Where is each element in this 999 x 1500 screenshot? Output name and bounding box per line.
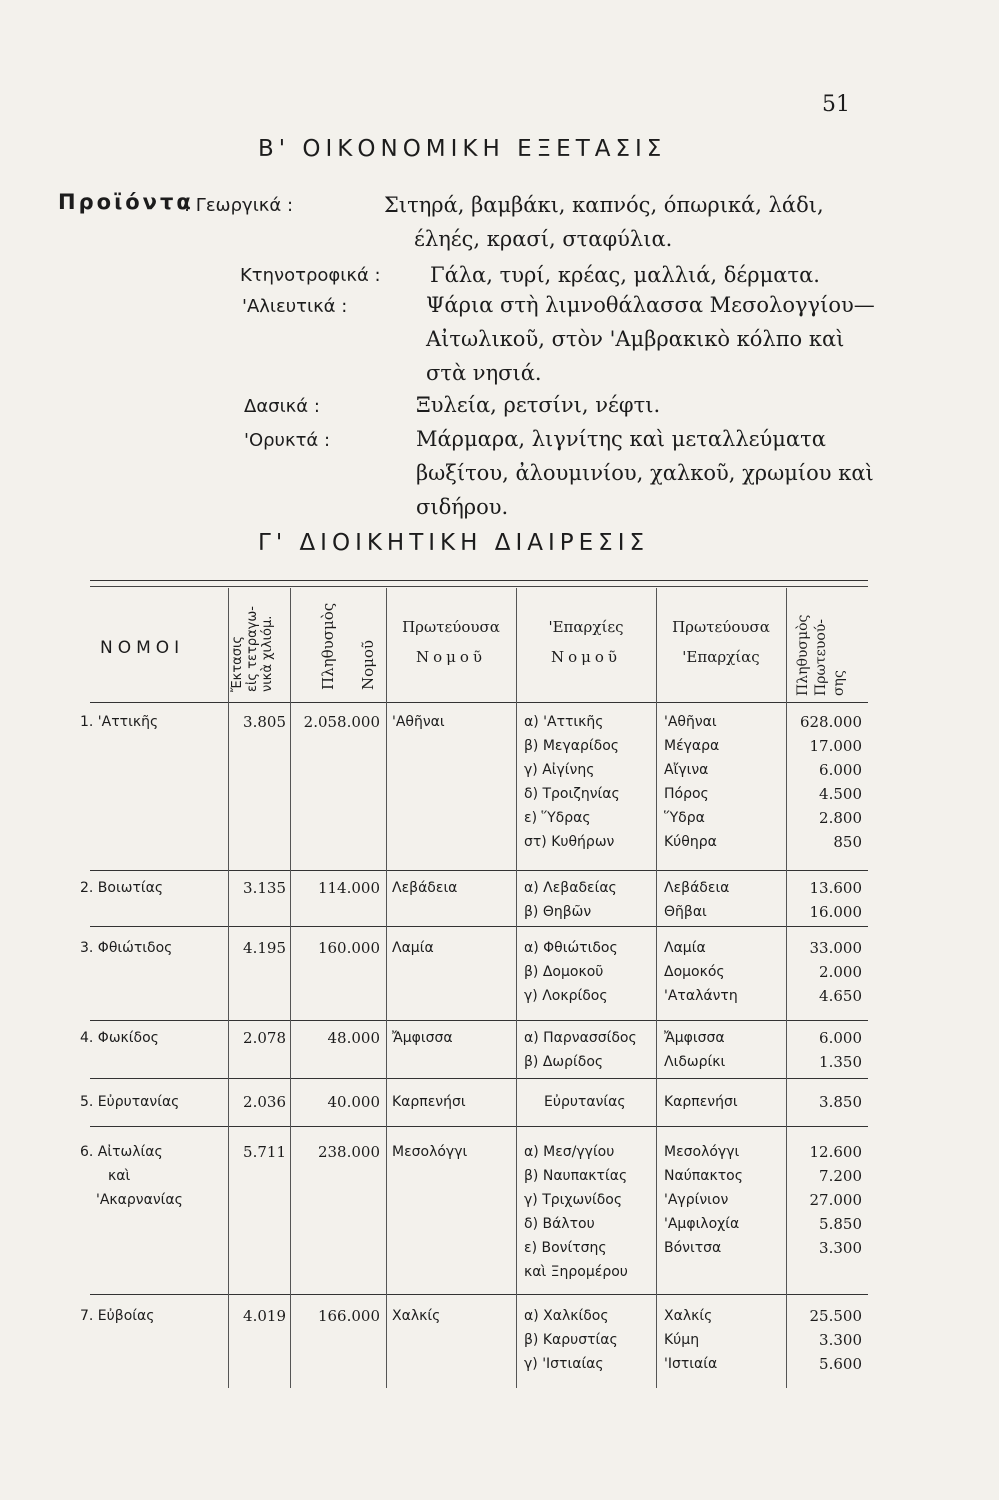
- eparchy-capital: 'Αγρίνιον: [664, 1192, 729, 1208]
- cell-capital: Ἄμφισσα: [392, 1030, 453, 1046]
- nomos-line: καὶ: [108, 1168, 131, 1184]
- product-line: Μάρμαρα, λιγνίτης καὶ μεταλλεύματα: [416, 427, 826, 451]
- eparchy-capital: 'Ιστιαία: [664, 1356, 718, 1372]
- cell-capital: Μεσολόγγι: [392, 1144, 468, 1160]
- eparchy-capital: 'Αθῆναι: [664, 714, 717, 730]
- capital-pop: 6.000: [819, 1029, 862, 1047]
- cell-eparchies: [524, 876, 617, 924]
- eparchy-capital: Χαλκίς: [664, 1308, 713, 1324]
- cell-population: 160.000: [317, 939, 380, 957]
- header-line: Ἔκτασις: [230, 635, 245, 692]
- cell-area: 3.805: [243, 713, 286, 731]
- product-text-orykta: [416, 422, 874, 524]
- cell-eparchies: [524, 710, 620, 854]
- cell-eparchy-capitals: [664, 710, 719, 854]
- cell-capital-pops: 3.850: [819, 1093, 862, 1111]
- header-line: Πληθυσμὸς: [319, 602, 337, 690]
- cell-population: 2.058.000: [303, 713, 380, 731]
- cell-nomos: 5. Εὐρυτανίας: [80, 1094, 180, 1110]
- capital-pop: 2.000: [819, 963, 862, 981]
- table-col-rule: [786, 588, 787, 1388]
- capital-pop: 16.000: [809, 903, 862, 921]
- capital-pop: 27.000: [809, 1191, 862, 1209]
- administrative-table: [80, 580, 868, 1400]
- product-label-dasika: Δασικά :: [244, 396, 320, 417]
- cell-capital-pops: [790, 876, 862, 924]
- capital-pop: 628.000: [799, 713, 862, 731]
- eparchy-capital: Βόνιτσα: [664, 1240, 722, 1256]
- product-line: έληές, κρασί, σταφύλια.: [414, 227, 673, 251]
- cell-eparchy-capitals: [664, 1140, 743, 1260]
- header-area: [230, 606, 275, 692]
- page-number: 51: [822, 92, 850, 117]
- table-rule: [90, 870, 868, 871]
- header-capital-population: [794, 615, 848, 696]
- capital-pop: 1.350: [819, 1053, 862, 1071]
- capital-pop: 17.000: [809, 737, 862, 755]
- header-line: νικὰ χιλιόμ.: [260, 615, 275, 692]
- cell-eparchies: [524, 1026, 637, 1074]
- capital-pop: 4.500: [819, 785, 862, 803]
- capital-pop: 850: [833, 833, 862, 851]
- product-line: Γάλα, τυρί, κρέας, μαλλιά, δέρματα.: [430, 263, 820, 287]
- eparchy-capital: Ναύπακτος: [664, 1168, 743, 1184]
- table-col-rule: [656, 588, 657, 1388]
- table-rule: [90, 1020, 868, 1021]
- table-col-rule: [228, 588, 229, 1388]
- nomos-line: 'Ακαρνανίας: [96, 1192, 183, 1208]
- capital-pop: 3.300: [819, 1239, 862, 1257]
- capital-pop: 3.300: [819, 1331, 862, 1349]
- cell-area: 2.078: [243, 1029, 286, 1047]
- product-line: Αἰτωλικοῦ, στὸν 'Αμβρακικὸ κόλπο καὶ: [426, 327, 845, 351]
- cell-eparchy-capitals: Καρπενήσι: [664, 1094, 738, 1110]
- capital-pop: 4.650: [819, 987, 862, 1005]
- eparchy: β) Δομοκοῦ: [524, 964, 604, 980]
- eparchy-capital: Αἴγινα: [664, 762, 709, 778]
- cell-nomos: 1. 'Αττικῆς: [80, 714, 159, 730]
- table-rule: [90, 1126, 868, 1127]
- product-text-alieftika: [426, 288, 875, 390]
- cell-capital: Λαμία: [392, 940, 434, 956]
- cell-eparchies: Εὐρυτανίας: [544, 1094, 626, 1110]
- header-line: σης: [831, 670, 847, 696]
- eparchy: γ) Τριχωνίδος: [524, 1192, 623, 1208]
- eparchy-capital: Πόρος: [664, 786, 709, 802]
- header-line: Πρωτευού-: [813, 618, 829, 696]
- eparchy: α) Χαλκίδος: [524, 1308, 609, 1324]
- cell-population: 238.000: [317, 1143, 380, 1161]
- cell-capital-pops: [790, 1140, 862, 1260]
- header-line: Νομοῦ: [415, 648, 487, 666]
- product-label-oryktá: 'Ορυκτά :: [244, 430, 331, 451]
- eparchy: στ) Κυθήρων: [524, 834, 615, 850]
- product-line: Σιτηρά, βαμβάκι, καπνός, όπωρικά, λάδι,: [384, 193, 824, 217]
- header-population: [308, 603, 388, 690]
- eparchy-capital: 'Αταλάντη: [664, 988, 738, 1004]
- header-line: Πρωτεύουσα: [672, 618, 770, 636]
- eparchy-capital: Δομοκός: [664, 964, 725, 980]
- eparchy: δ) Τροιζηνίας: [524, 786, 620, 802]
- eparchy-capital: Ἄμφισσα: [664, 1030, 725, 1046]
- cell-eparchy-capitals: [664, 1026, 725, 1074]
- header-line: 'Επαρχίες: [548, 618, 624, 636]
- cell-eparchy-capitals: [664, 936, 738, 1008]
- capital-pop: 13.600: [809, 879, 862, 897]
- table-rule: [90, 580, 868, 581]
- cell-area: 3.135: [243, 879, 286, 897]
- eparchy: β) Μεγαρίδος: [524, 738, 619, 754]
- eparchy-capital: Λαμία: [664, 940, 706, 956]
- cell-capital-pops: [790, 1304, 862, 1376]
- product-text-dasika: [416, 388, 660, 422]
- header-capital-nomou: [386, 618, 516, 666]
- product-label-ktinotrofika: Κτηνοτροφικά :: [240, 265, 381, 286]
- nomos-line: 6. Αἰτωλίας: [80, 1144, 163, 1160]
- cell-eparchies: [524, 936, 618, 1008]
- cell-nomos: 7. Εὐβοίας: [80, 1308, 155, 1324]
- header-capital-eparchias: [656, 618, 786, 666]
- eparchy: β) Δωρίδος: [524, 1054, 604, 1070]
- section-b-title: Β' ΟΙΚΟΝΟΜΙΚΗ ΕΞΕΤΑΣΙΣ: [258, 136, 667, 162]
- eparchy-capital: Κύθηρα: [664, 834, 717, 850]
- cell-population: 114.000: [317, 879, 380, 897]
- table-rule: [90, 702, 868, 703]
- header-line: Νομοῦ: [550, 648, 622, 666]
- header-eparchies: [516, 618, 656, 666]
- eparchy: γ) Αἰγίνης: [524, 762, 595, 778]
- cell-area: 5.711: [243, 1143, 286, 1161]
- cell-capital-pops: [790, 710, 862, 854]
- eparchy: γ) 'Ιστιαίας: [524, 1356, 604, 1372]
- product-line: Ξυλεία, ρετσίνι, νέφτι.: [416, 393, 661, 417]
- eparchy-capital: Λεβάδεια: [664, 880, 730, 896]
- table-rule: [90, 586, 868, 587]
- eparchy: β) Ναυπακτίας: [524, 1168, 628, 1184]
- cell-capital: Χαλκίς: [392, 1308, 441, 1324]
- cell-capital: Λεβάδεια: [392, 880, 458, 896]
- eparchy: α) Παρνασσίδος: [524, 1030, 637, 1046]
- cell-nomos: [80, 1140, 183, 1212]
- cell-nomos: 4. Φωκίδος: [80, 1030, 159, 1046]
- cell-nomos: 3. Φθιώτιδος: [80, 940, 173, 956]
- cell-capital-pops: [790, 936, 862, 1008]
- eparchy: δ) Βάλτου: [524, 1216, 595, 1232]
- capital-pop: 25.500: [809, 1307, 862, 1325]
- cell-area: 4.019: [243, 1307, 286, 1325]
- eparchy-capital: Ὕδρα: [664, 810, 705, 826]
- header-line: εἰς τετραγω-: [245, 606, 260, 692]
- capital-pop: 6.000: [819, 761, 862, 779]
- eparchy: γ) Λοκρίδος: [524, 988, 608, 1004]
- capital-pop: 5.850: [819, 1215, 862, 1233]
- product-label-georgika: : Γεωργικά :: [184, 195, 294, 216]
- eparchy: ε) Βονίτσης: [524, 1240, 607, 1256]
- capital-pop: 2.800: [819, 809, 862, 827]
- product-line: σιδήρου.: [416, 495, 509, 519]
- eparchy-capital: Λιδωρίκι: [664, 1054, 726, 1070]
- eparchy: ε) Ὕδρας: [524, 810, 591, 826]
- table-col-rule: [386, 588, 387, 1388]
- eparchy: β) Καρυστίας: [524, 1332, 618, 1348]
- cell-population: 48.000: [327, 1029, 380, 1047]
- cell-capital: Καρπενήσι: [392, 1094, 466, 1110]
- eparchy: α) Φθιώτιδος: [524, 940, 618, 956]
- cell-eparchy-capitals: [664, 876, 729, 924]
- product-line: στὰ νησιά.: [426, 361, 542, 385]
- cell-capital-pops: [790, 1026, 862, 1074]
- table-rule: [90, 1294, 868, 1295]
- eparchy-capital: Μεσολόγγι: [664, 1144, 740, 1160]
- cell-eparchies: [524, 1304, 618, 1376]
- eparchy: α) Μεσ/γγίου: [524, 1144, 615, 1160]
- product-label-alieftika: 'Αλιευτικά :: [242, 296, 348, 317]
- cell-population: 40.000: [327, 1093, 380, 1111]
- capital-pop: 7.200: [819, 1167, 862, 1185]
- cell-area: 4.195: [243, 939, 286, 957]
- header-line: Νομοῦ: [359, 639, 377, 690]
- header-line: Πληθυσμὸς: [795, 614, 811, 696]
- product-text-georgika: [384, 188, 824, 256]
- table-col-rule: [290, 588, 291, 1388]
- eparchy: α) Λεβαδείας: [524, 880, 617, 896]
- header-line: Πρωτεύουσα: [402, 618, 500, 636]
- header-nomoi: ΝΟΜΟΙ: [100, 638, 185, 658]
- eparchy-capital: Μέγαρα: [664, 738, 720, 754]
- section-c-title: Γ' ΔΙΟΙΚΗΤΙΚΗ ΔΙΑΙΡΕΣΙΣ: [258, 530, 650, 556]
- eparchy-capital: Κύμη: [664, 1332, 700, 1348]
- product-text-ktinotrofika: [430, 258, 820, 292]
- capital-pop: 33.000: [809, 939, 862, 957]
- capital-pop: 12.600: [809, 1143, 862, 1161]
- cell-population: 166.000: [317, 1307, 380, 1325]
- product-line: βωξίτου, ἀλουμινίου, χαλκοῦ, χρωμίου καὶ: [416, 461, 874, 485]
- eparchy: καὶ Ξηρομέρου: [524, 1264, 628, 1280]
- cell-area: 2.036: [243, 1093, 286, 1111]
- header-line: 'Επαρχίας: [682, 648, 760, 666]
- eparchy: α) 'Αττικῆς: [524, 714, 604, 730]
- cell-eparchy-capitals: [664, 1304, 717, 1376]
- cell-eparchies: [524, 1140, 628, 1284]
- table-rule: [90, 926, 868, 927]
- table-col-rule: [516, 588, 517, 1388]
- cell-nomos: 2. Βοιωτίας: [80, 880, 164, 896]
- product-line: Ψάρια στὴ λιμνοθάλασσα Μεσολογγίου—: [426, 293, 875, 317]
- products-main-label: Προϊόντα: [58, 190, 194, 214]
- table-rule: [90, 1078, 868, 1079]
- eparchy: β) Θηβῶν: [524, 904, 592, 920]
- eparchy-capital: 'Αμφιλοχία: [664, 1216, 740, 1232]
- eparchy-capital: Θῆβαι: [664, 904, 707, 920]
- cell-capital: 'Αθῆναι: [392, 714, 445, 730]
- capital-pop: 5.600: [819, 1355, 862, 1373]
